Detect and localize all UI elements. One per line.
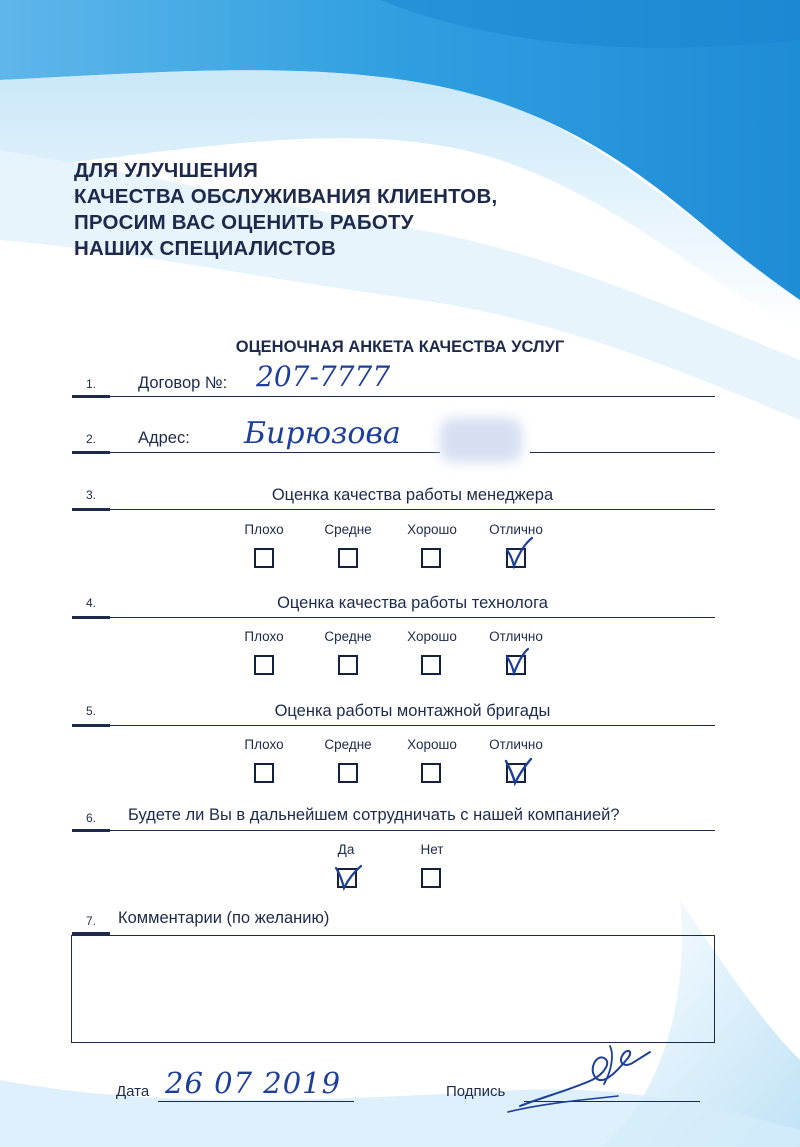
rating-underline — [110, 617, 715, 618]
checkbox-crew-good[interactable] — [421, 763, 441, 783]
checkbox-manager-bad[interactable] — [254, 548, 274, 568]
cooperation-question: Будете ли Вы в дальнейшем сотрудничать с нашей компанией? — [128, 806, 620, 824]
item-number: 4. — [86, 596, 97, 610]
handwritten-signature[interactable] — [500, 1040, 660, 1120]
heading-line: НАШИХ СПЕЦИАЛИСТОВ — [74, 237, 337, 260]
form-title: ОЦЕНОЧНАЯ АНКЕТА КАЧЕСТВА УСЛУГ — [235, 338, 565, 356]
date-field[interactable]: 26 07 2019 — [165, 1066, 342, 1100]
option-label: Средне — [324, 522, 372, 537]
date-label: Дата — [116, 1083, 150, 1100]
checkbox-manager-average[interactable] — [338, 548, 358, 568]
contract-label: Договор №: — [138, 374, 228, 392]
rating-title: Оценка качества работы технолога — [277, 594, 548, 612]
checkbox-crew-bad[interactable] — [254, 763, 274, 783]
item-number: 6. — [86, 811, 97, 825]
page-heading — [74, 158, 497, 262]
comments-value — [72, 936, 714, 948]
checkbox-cooperation-yes[interactable] — [337, 868, 357, 888]
rating-underline — [110, 509, 715, 510]
address-field[interactable]: Бирюзова — [244, 416, 401, 451]
checkbox-crew-average[interactable] — [338, 763, 358, 783]
checkmark-icon — [504, 643, 538, 677]
contract-number-field[interactable]: 207-7777 — [256, 360, 391, 393]
checkbox-technologist-good[interactable] — [421, 655, 441, 675]
checkmark-icon — [504, 755, 538, 789]
redacted-area — [440, 418, 522, 462]
heading-line: КАЧЕСТВА ОБСЛУЖИВАНИЯ КЛИЕНТОВ, — [74, 185, 498, 208]
address-label: Адрес: — [138, 429, 190, 447]
option-label: Хорошо — [407, 737, 457, 752]
option-label: Средне — [324, 629, 372, 644]
checkbox-technologist-excellent[interactable] — [506, 655, 526, 675]
checkbox-technologist-average[interactable] — [338, 655, 358, 675]
item-number: 5. — [86, 704, 97, 718]
option-label: Средне — [324, 737, 372, 752]
rating-underline — [110, 725, 715, 726]
item-number-underline — [72, 451, 110, 454]
item-number: 2. — [86, 432, 97, 446]
option-label: Хорошо — [407, 629, 457, 644]
checkbox-crew-excellent[interactable] — [506, 763, 526, 783]
heading-line: ДЛЯ УЛУЧШЕНИЯ — [74, 159, 259, 182]
option-label: Отлично — [489, 629, 543, 644]
checkmark-icon — [504, 536, 538, 570]
item-number: 7. — [86, 914, 97, 928]
checkmark-icon — [333, 860, 367, 894]
option-label: Плохо — [244, 522, 284, 537]
checkbox-cooperation-no[interactable] — [421, 868, 441, 888]
comments-label: Комментарии (по желанию) — [118, 909, 330, 927]
item-number-underline — [72, 508, 110, 511]
address-underline — [110, 452, 440, 453]
comments-field[interactable] — [71, 935, 715, 1043]
option-label: Да — [337, 842, 355, 857]
rating-title: Оценка качества работы менеджера — [271, 486, 554, 504]
item-number-underline — [72, 829, 110, 832]
option-label: Плохо — [244, 737, 284, 752]
option-label: Нет — [420, 842, 444, 857]
address-underline — [530, 452, 715, 453]
cooperation-underline — [110, 830, 715, 831]
option-label: Отлично — [489, 737, 543, 752]
rating-title: Оценка работы монтажной бригады — [274, 702, 551, 720]
signature-label: Подпись — [446, 1083, 506, 1100]
item-number-underline — [72, 616, 110, 619]
item-number-underline — [72, 395, 110, 398]
option-label: Хорошо — [407, 522, 457, 537]
option-label: Отлично — [489, 522, 543, 537]
date-underline — [158, 1101, 354, 1102]
heading-line: ПРОСИМ ВАС ОЦЕНИТЬ РАБОТУ — [74, 211, 414, 234]
contract-underline — [110, 396, 715, 397]
item-number-underline — [72, 724, 110, 727]
item-number: 3. — [86, 488, 97, 502]
checkbox-technologist-bad[interactable] — [254, 655, 274, 675]
option-label: Плохо — [244, 629, 284, 644]
checkbox-manager-good[interactable] — [421, 548, 441, 568]
checkbox-manager-excellent[interactable] — [506, 548, 526, 568]
item-number: 1. — [86, 377, 97, 391]
